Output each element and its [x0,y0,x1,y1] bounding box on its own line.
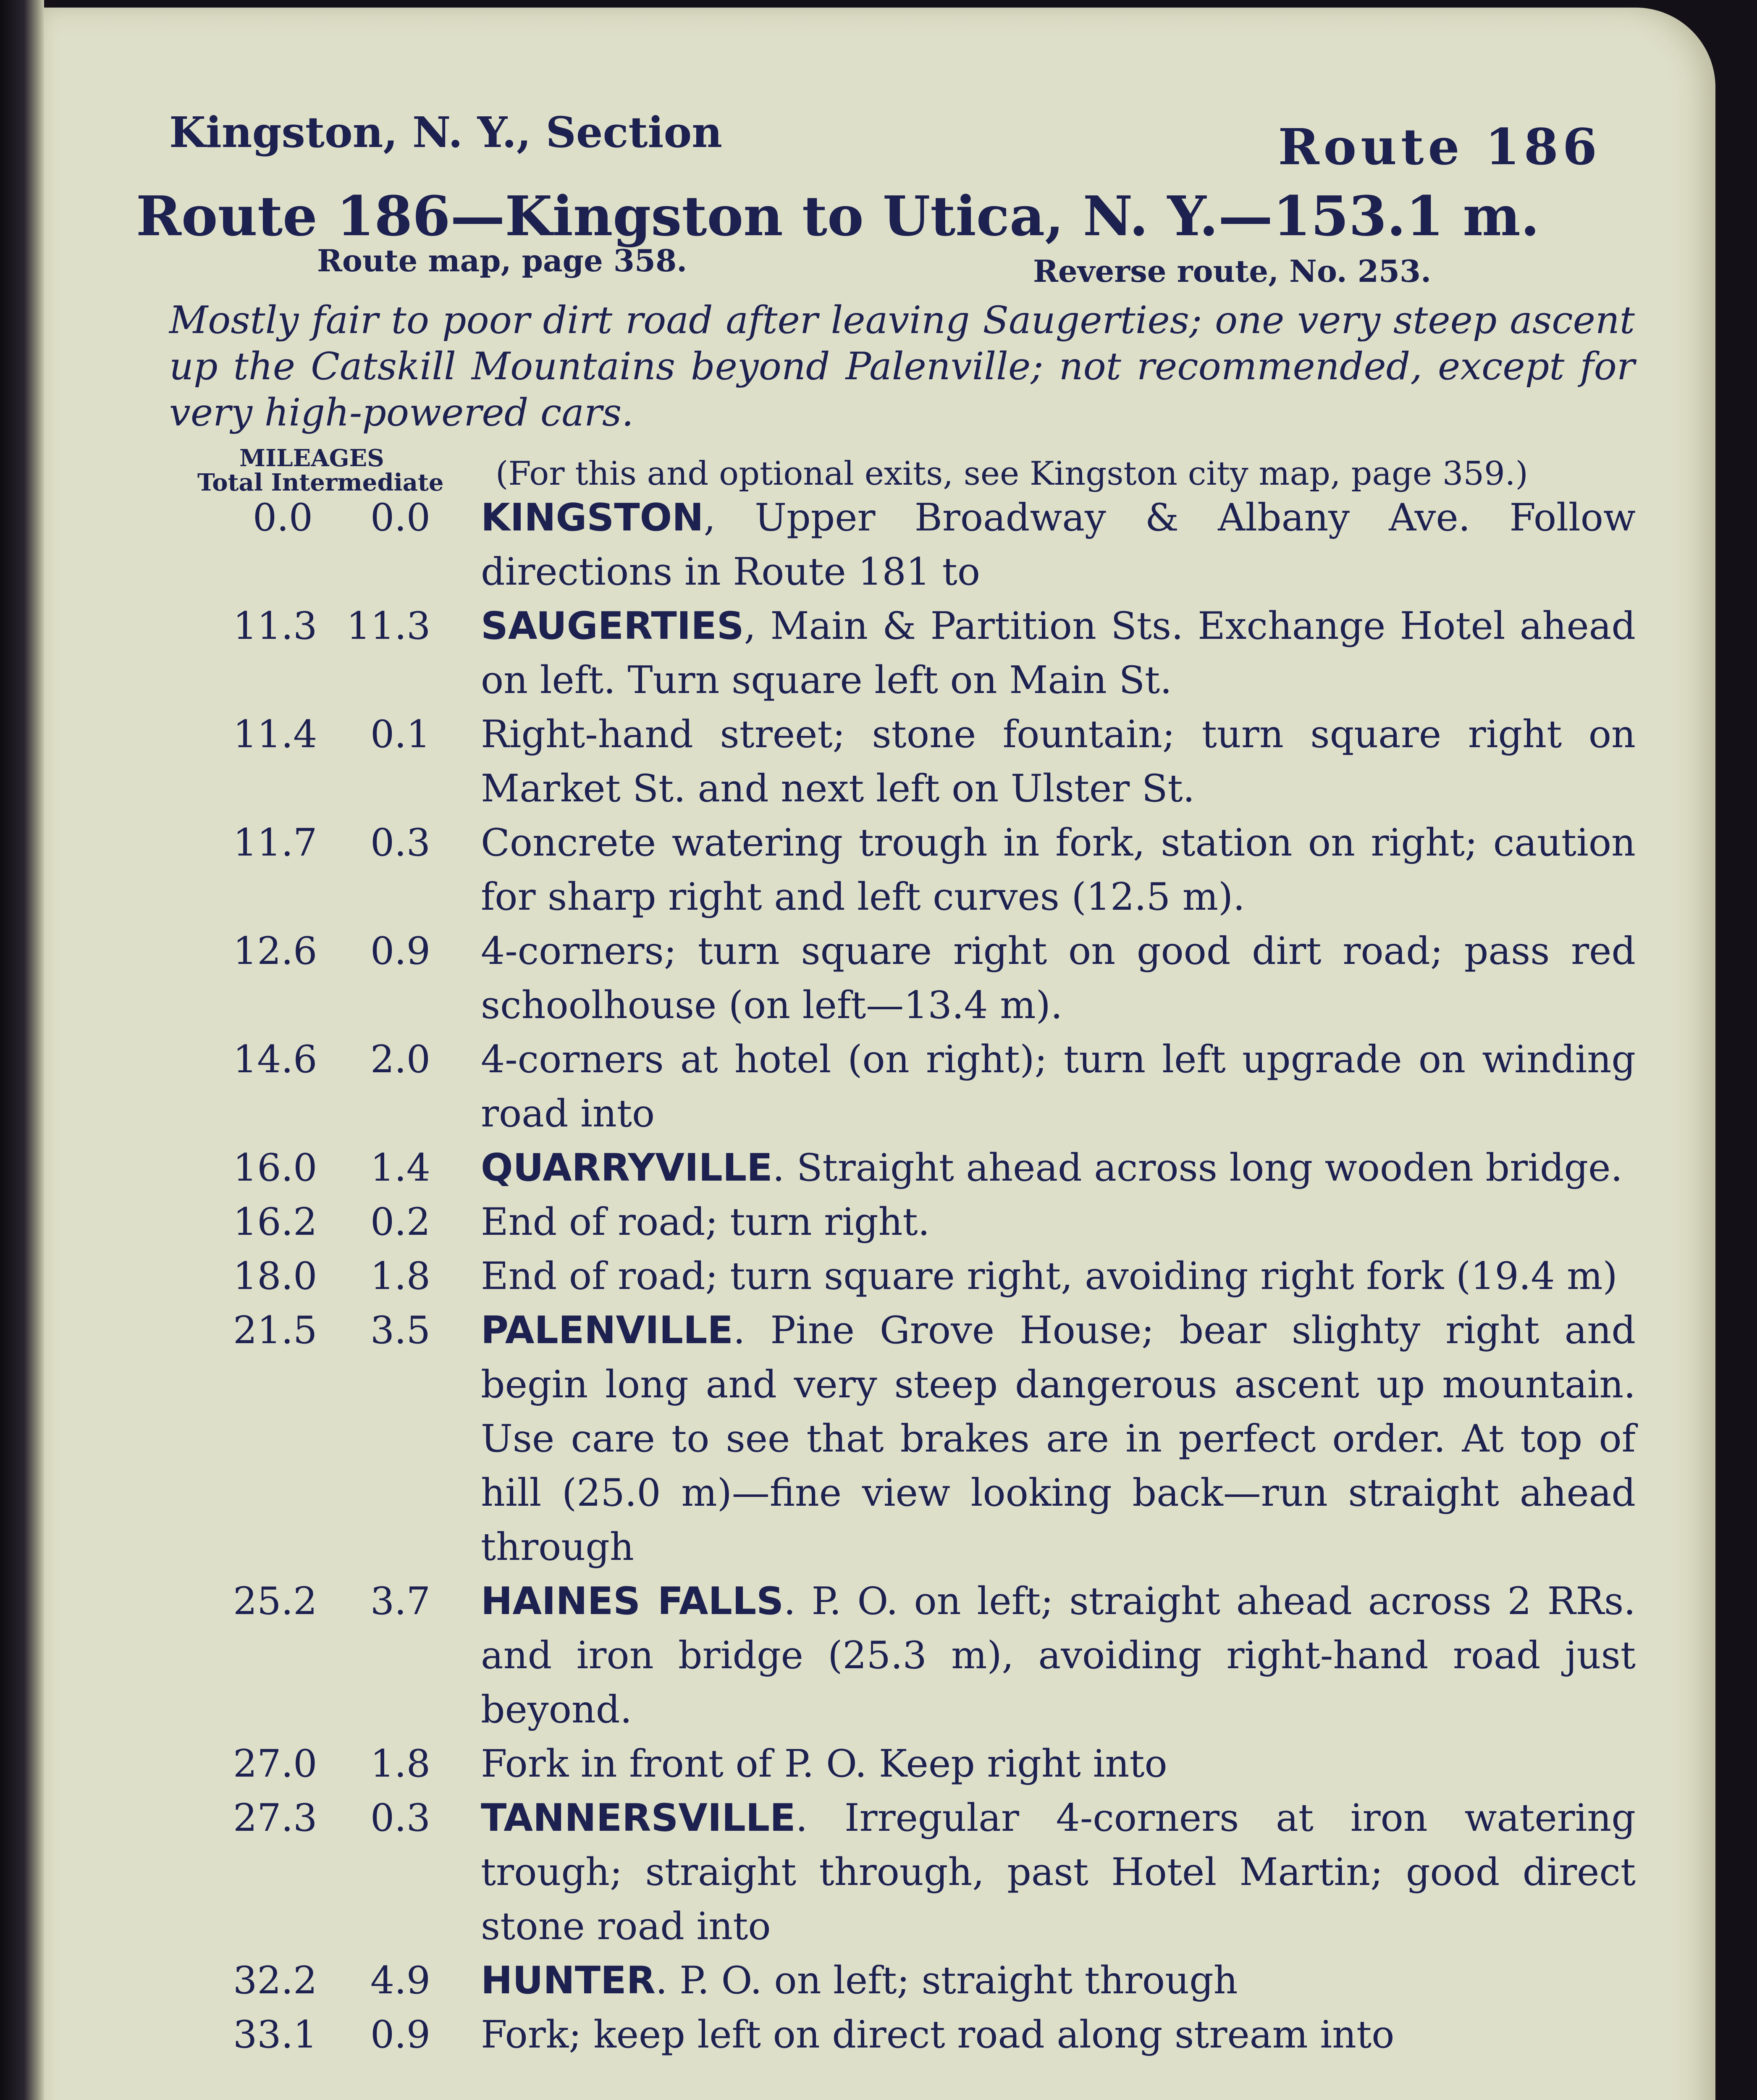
total-mileage: 0.0 [252,496,313,540]
direction-detail: 4-corners; turn square right on good dirt road; pass red schoolhouse (on left—13.4 m). [481,929,1636,1027]
route-entry [170,1791,1636,1953]
mileages-subheading: Total Intermediate [197,469,444,496]
route-entry [170,1953,1636,2008]
intermediate-mileage: 4.9 [370,1958,430,2003]
direction-detail: . P. O. on left; straight through [655,1958,1238,2003]
direction-text [481,816,1636,924]
direction-detail: Right-hand street; stone fountain; turn square right on Market St. and next left on Ulster St. [481,712,1636,811]
intermediate-mileage: 3.7 [370,1579,430,1623]
direction-text [481,1195,1636,1249]
direction-text [481,1249,1636,1303]
intermediate-mileage: 0.3 [370,821,430,865]
direction-text [481,1303,1636,1574]
route-entry [170,707,1636,816]
total-mileage: 33.1 [233,2013,317,2057]
city-map-note: (For this and optional exits, see Kingston city map, page 359.) [496,455,1528,493]
route-label: Route 186 [1278,118,1601,176]
direction-text [481,1953,1636,2008]
mileages-heading: MILEAGES [239,444,384,472]
total-mileage: 21.5 [233,1308,317,1352]
intermediate-mileage: 0.9 [370,929,430,973]
route-entry [170,1032,1636,1141]
direction-detail: . P. O. on left; straight ahead across 2 RRs. and iron bridge (25.3 m), avoiding right-hand road just beyond. [481,1579,1636,1732]
intermediate-mileage: 0.1 [370,712,430,756]
direction-text [481,1737,1636,1791]
route-entry [170,1195,1636,1249]
intermediate-mileage: 1.8 [370,1742,430,1786]
direction-text [481,1032,1636,1141]
intermediate-mileage: 1.4 [370,1146,430,1190]
direction-detail: Fork; keep left on direct road along stream into [481,2013,1395,2057]
total-mileage: 32.2 [233,1958,317,2003]
direction-detail: End of road; turn right. [481,1200,930,1244]
place-name: HAINES FALLS [481,1579,784,1623]
place-name: KINGSTON [481,496,704,540]
direction-detail: 4-corners at hotel (on right); turn left upgrade on winding road into [481,1037,1636,1136]
route-title: Route 186—Kingston to Utica, N. Y.—153.1 m. [136,184,1540,248]
total-mileage: 11.3 [233,604,317,648]
place-name: HUNTER [481,1958,656,2003]
route-entry [170,2008,1636,2062]
direction-detail: , Main & Partition Sts. Exchange Hotel ahead on left. Turn square left on Main St. [481,604,1636,702]
direction-text [481,2008,1636,2062]
route-entry [170,599,1636,707]
route-entry [170,1574,1636,1737]
direction-detail: Fork in front of P. O. Keep right into [481,1742,1167,1786]
route-entries [170,491,1636,2062]
total-mileage: 27.3 [233,1796,317,1840]
direction-detail: Concrete watering trough in fork, station on right; caution for sharp right and left curves (12.5 m). [481,821,1636,919]
total-mileage: 27.0 [233,1742,317,1786]
intermediate-mileage: 0.0 [370,496,430,540]
total-mileage: 25.2 [233,1579,317,1623]
place-name: SAUGERTIES [481,604,744,648]
route-map-ref: Route map, page 358. [317,243,687,278]
intermediate-mileage: 0.2 [370,1200,430,1244]
page-left-edge [0,0,44,2100]
direction-text [481,1574,1636,1737]
direction-text [481,707,1636,816]
reverse-route-ref: Reverse route, No. 253. [1033,253,1432,289]
direction-detail: , Upper Broadway & Albany Ave. Follow directions in Route 181 to [481,496,1636,594]
route-entry [170,491,1636,599]
route-entry [170,924,1636,1032]
intermediate-mileage: 11.3 [346,604,431,648]
total-mileage: 12.6 [233,929,317,973]
intermediate-mileage: 2.0 [370,1037,430,1082]
route-entry [170,1249,1636,1303]
section-header: Kingston, N. Y., Section [169,108,722,157]
place-name: PALENVILLE [481,1308,733,1352]
route-entry [170,1141,1636,1195]
intermediate-mileage: 3.5 [370,1308,430,1352]
direction-detail: . Pine Grove House; bear slighty right and begin long and very steep dangerous ascent up mountain. Use care to see that brakes are in perfect order. At top of hill (25.0 m)—fine view looking back—run straight ahead through [481,1308,1636,1569]
direction-detail: . Straight ahead across long wooden bridge. [772,1146,1623,1190]
intermediate-mileage: 0.3 [370,1796,430,1840]
direction-detail: . Irregular 4-corners at iron watering trough; straight through, past Hotel Martin; good direct stone road into [481,1796,1636,1948]
route-entry [170,816,1636,924]
total-mileage: 16.0 [233,1146,317,1190]
place-name: QUARRYVILLE [481,1146,773,1190]
total-mileage: 18.0 [233,1254,317,1298]
direction-text [481,491,1636,599]
direction-text [481,1141,1636,1195]
total-mileage: 14.6 [233,1037,317,1082]
intermediate-mileage: 1.8 [370,1254,430,1298]
route-entry [170,1737,1636,1791]
intermediate-mileage: 0.9 [370,2013,430,2057]
route-intro: Mostly fair to poor dirt road after leaving Saugerties; one very steep ascent up the Catskill Mountains beyond Palenville; not recommended, except for very high-powered cars. [169,298,1635,435]
direction-text [481,1791,1636,1953]
direction-text [481,924,1636,1032]
book-page [44,8,1715,2100]
total-mileage: 11.4 [233,712,317,756]
route-entry [170,1303,1636,1574]
direction-text [481,599,1636,707]
place-name: TANNERSVILLE [481,1796,796,1840]
total-mileage: 16.2 [233,1200,317,1244]
total-mileage: 11.7 [233,821,317,865]
direction-detail: End of road; turn square right, avoiding right fork (19.4 m) [481,1254,1618,1298]
